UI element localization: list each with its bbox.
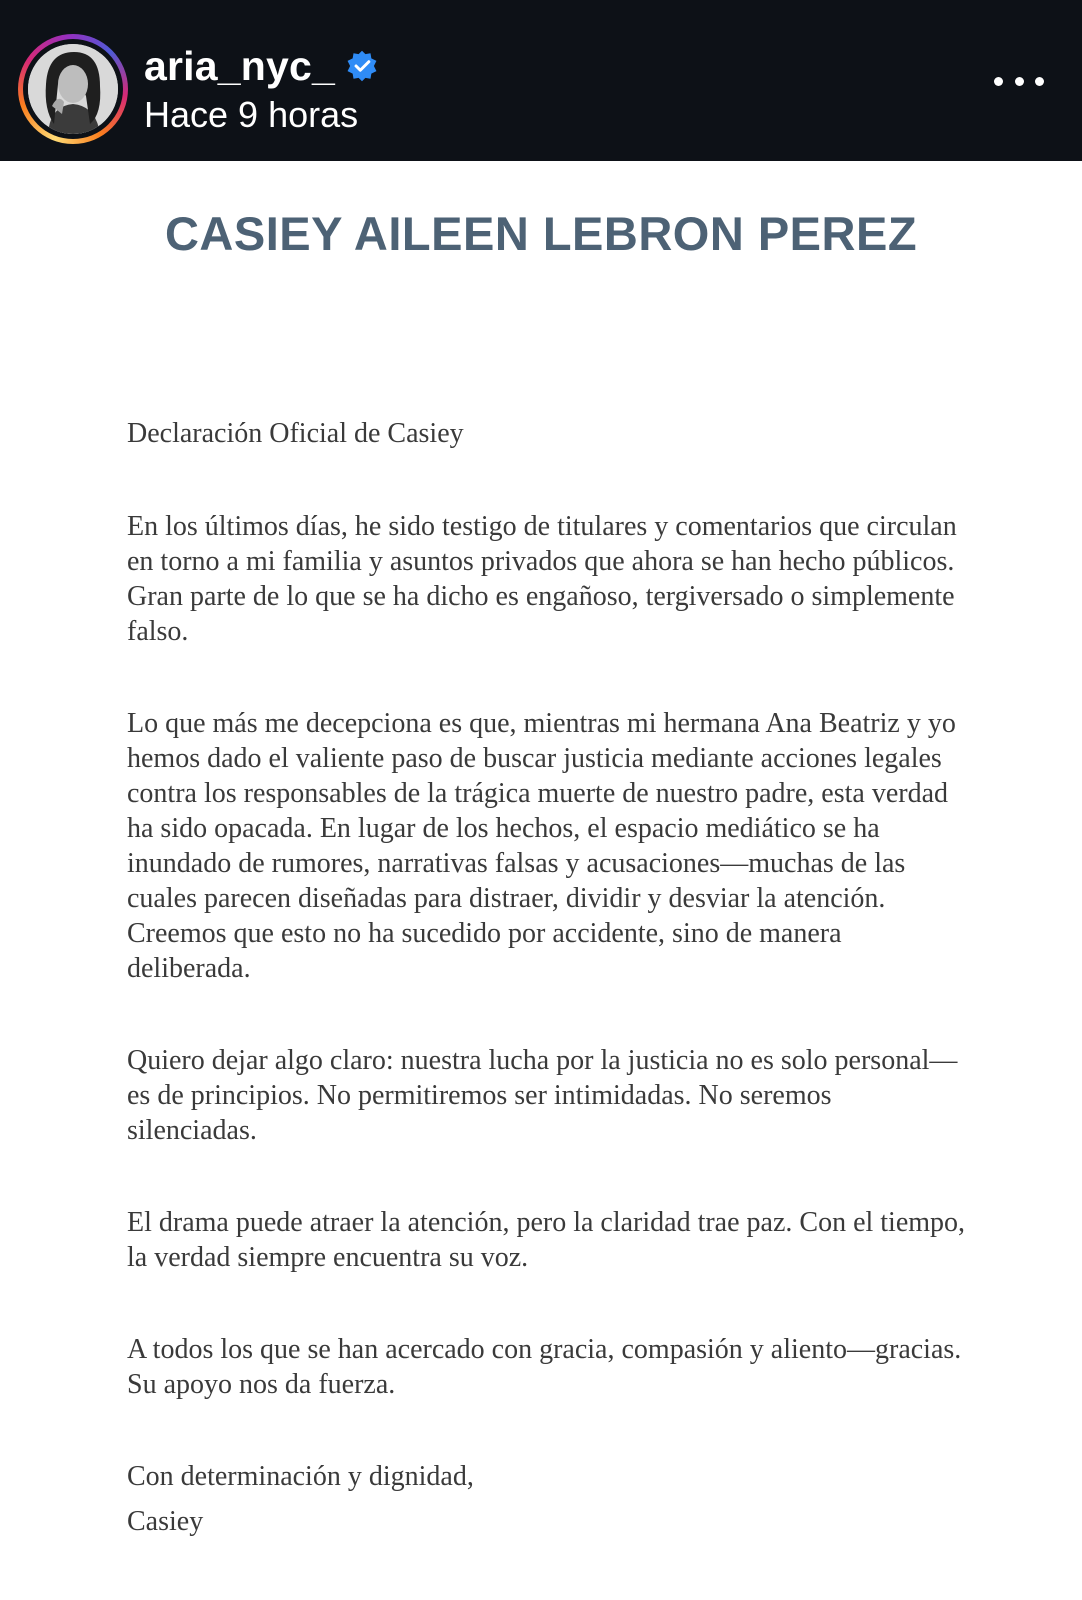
statement-paragraph: Quiero dejar algo claro: nuestra lucha por la justicia no es solo personal—es de principios. No permitiremos ser intimidadas. No seremos silenciadas. [127, 1045, 958, 1146]
username[interactable]: aria_nyc_ [144, 42, 336, 89]
username-row [144, 40, 379, 92]
statement-closing: Con determinación y dignidad, [127, 1461, 474, 1492]
statement-signature: Casiey [127, 1506, 204, 1537]
verified-badge-icon [345, 49, 379, 83]
document-title: CASIEY AILEEN LEBRON PEREZ [164, 207, 918, 260]
more-options-icon[interactable] [994, 66, 1044, 96]
post-header [0, 0, 1082, 161]
more-dot [994, 77, 1003, 86]
post-timestamp: Hace 9 horas [144, 94, 359, 135]
statement-paragraph: El drama puede atraer la atención, pero la claridad trae paz. Con el tiempo, la verdad siempre encuentra su voz. [127, 1207, 966, 1273]
more-dot [1035, 77, 1044, 86]
avatar-image [28, 44, 118, 134]
statement-paragraph: En los últimos días, he sido testigo de titulares y comentarios que circulan en torno a mi familia y asuntos privados que ahora se han hecho públicos. Gran parte de lo que se ha dicho es engañoso, tergiversado o simplemente falso. [127, 511, 957, 647]
story-ring[interactable] [18, 34, 128, 144]
document-body [127, 416, 967, 1539]
statement-heading: Declaración Oficial de Casiey [127, 418, 464, 449]
avatar[interactable] [28, 44, 118, 134]
avatar-frame [23, 39, 123, 139]
statement-paragraph: A todos los que se han acercado con gracia, compasión y aliento—gracias. Su apoyo nos da fuerza. [127, 1334, 962, 1400]
statement-paragraph: Lo que más me decepciona es que, mientras mi hermana Ana Beatriz y yo hemos dado el valiente paso de buscar justicia mediante acciones legales contra los responsables de la trágica muerte de nuestro padre, esta verdad ha sido opacada. En lugar de los hechos, el espacio mediático se ha inundado de rumores, narrativas falsas y acusaciones—muchas de las cuales parecen diseñadas para distraer, dividir y desviar la atención. Creemos que esto no ha sucedido por accidente, sino de manera deliberada. [127, 708, 956, 984]
more-dot [1015, 77, 1024, 86]
